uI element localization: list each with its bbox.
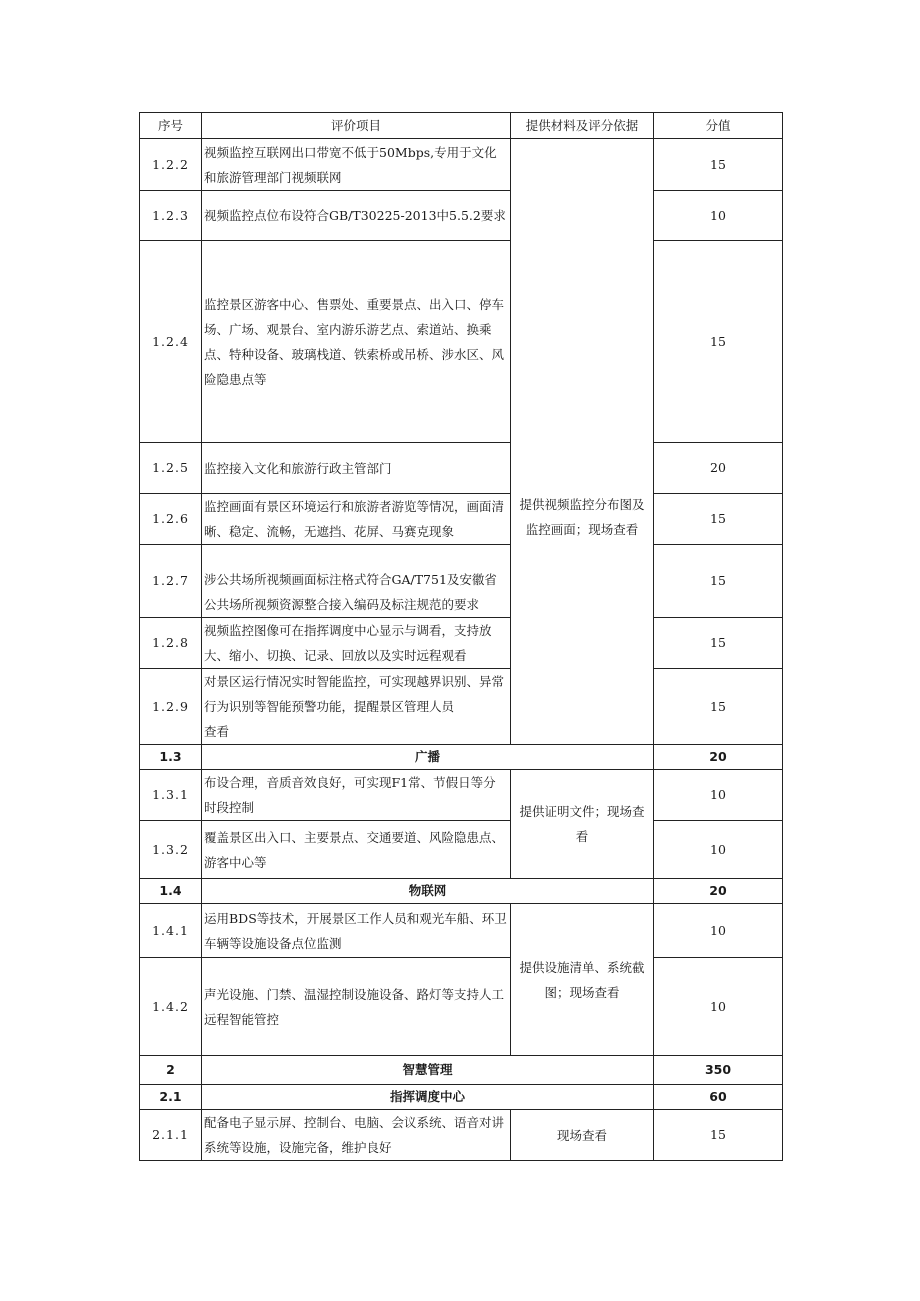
- row-score: 10: [654, 904, 783, 958]
- row-item: 覆盖景区出入口、主要景点、交通要道、风险隐患点、游客中心等: [202, 821, 511, 879]
- section-score: 20: [654, 879, 783, 904]
- row-score: 10: [654, 821, 783, 879]
- row-item: 监控画面有景区环境运行和旅游者游览等情况，画面清晰、稳定、流畅，无遮挡、花屏、马赛克现象: [202, 494, 511, 545]
- section-score: 350: [654, 1056, 783, 1085]
- section-no: 1.4: [140, 879, 202, 904]
- row-item: 视频监控点位布设符合GB/T30225-2013中5.5.2要求: [202, 191, 511, 241]
- row-no: 1.2.8: [140, 618, 202, 669]
- table-row: [140, 494, 783, 545]
- row-item: 布设合理，音质音效良好，可实现F1常、节假日等分时段控制: [202, 770, 511, 821]
- row-score: 10: [654, 191, 783, 241]
- row-no: 2.1.1: [140, 1110, 202, 1161]
- row-score: 15: [654, 494, 783, 545]
- row-no: 1.2.3: [140, 191, 202, 241]
- table-row: [140, 545, 783, 618]
- section-row: [140, 879, 783, 904]
- row-score: 10: [654, 958, 783, 1056]
- section-score: 20: [654, 745, 783, 770]
- row-item: [202, 669, 511, 745]
- section-no: 2: [140, 1056, 202, 1085]
- section-row: [140, 745, 783, 770]
- table-row: [140, 1110, 783, 1161]
- table-row: [140, 821, 783, 879]
- row-no: 1.3.2: [140, 821, 202, 879]
- table-row: [140, 958, 783, 1056]
- header-score: 分值: [654, 113, 783, 139]
- table-row: [140, 618, 783, 669]
- row-score: 15: [654, 618, 783, 669]
- header-no: 序号: [140, 113, 202, 139]
- row-item: 监控景区游客中心、售票处、重要景点、出入口、停车场、广场、观景台、室内游乐游艺点、索道站、换乘点、特种设备、玻璃栈道、铁索桥或吊桥、涉水区、风险隐患点等: [202, 241, 511, 443]
- row-item: 视频监控互联网出口带宽不低于50Mbps,专用于文化和旅游管理部门视频联网: [202, 139, 511, 191]
- row-material: 提供设施清单、系统截图；现场查看: [511, 904, 654, 1056]
- row-no: 1.2.9: [140, 669, 202, 745]
- section-row: [140, 1085, 783, 1110]
- row-item: 运用BDS等技术，开展景区工作人员和观光车船、环卫车辆等设施设备点位监测: [202, 904, 511, 958]
- section-no: 2.1: [140, 1085, 202, 1110]
- row-no: 1.4.2: [140, 958, 202, 1056]
- table-row: [140, 443, 783, 494]
- row-material: 提供证明文件；现场查看: [511, 770, 654, 879]
- section-title: 广播: [202, 745, 654, 770]
- row-score: 10: [654, 770, 783, 821]
- section-no: 1.3: [140, 745, 202, 770]
- row-item: 配备电子显示屏、控制台、电脑、会议系统、语音对讲系统等设施，设施完备，维护良好: [202, 1110, 511, 1161]
- table-row: [140, 669, 783, 745]
- table-row: [140, 139, 783, 191]
- table-row: [140, 904, 783, 958]
- row-item: 视频监控图像可在指挥调度中心显示与调看，支持放大、缩小、切换、记录、回放以及实时远程观看: [202, 618, 511, 669]
- row-material: 提供视频监控分布图及监控画面；现场查看: [511, 139, 654, 745]
- table-row: [140, 241, 783, 443]
- row-item: 声光设施、门禁、温湿控制设施设备、路灯等支持人工远程智能管控: [202, 958, 511, 1056]
- row-item: 涉公共场所视频画面标注格式符合GA/T751及安徽省公共场所视频资源整合接入编码及标注规范的要求: [202, 545, 511, 618]
- row-score: 15: [654, 241, 783, 443]
- header-item: 评价项目: [202, 113, 511, 139]
- row-score: 15: [654, 139, 783, 191]
- table-row: [140, 191, 783, 241]
- row-no: 1.2.5: [140, 443, 202, 494]
- row-no: 1.4.1: [140, 904, 202, 958]
- table-row: [140, 770, 783, 821]
- section-row: [140, 1056, 783, 1085]
- section-title: 智慧管理: [202, 1056, 654, 1085]
- table-header-row: [140, 113, 783, 139]
- row-material: 现场查看: [511, 1110, 654, 1161]
- evaluation-table: [139, 112, 783, 1161]
- row-no: 1.2.2: [140, 139, 202, 191]
- section-title: 物联网: [202, 879, 654, 904]
- row-no: 1.2.6: [140, 494, 202, 545]
- row-score: 20: [654, 443, 783, 494]
- row-no: 1.2.7: [140, 545, 202, 618]
- row-score: 15: [654, 1110, 783, 1161]
- row-item-extra: 查看: [204, 724, 230, 739]
- row-item-text: 对景区运行情况实时智能监控，可实现越界识别、异常行为识别等智能预警功能，提醒景区管理人员: [204, 674, 505, 714]
- section-title: 指挥调度中心: [202, 1085, 654, 1110]
- section-score: 60: [654, 1085, 783, 1110]
- row-item: 监控接入文化和旅游行政主管部门: [202, 443, 511, 494]
- row-score: 15: [654, 545, 783, 618]
- row-no: 1.2.4: [140, 241, 202, 443]
- header-material: 提供材料及评分依据: [511, 113, 654, 139]
- row-score: 15: [654, 669, 783, 745]
- row-no: 1.3.1: [140, 770, 202, 821]
